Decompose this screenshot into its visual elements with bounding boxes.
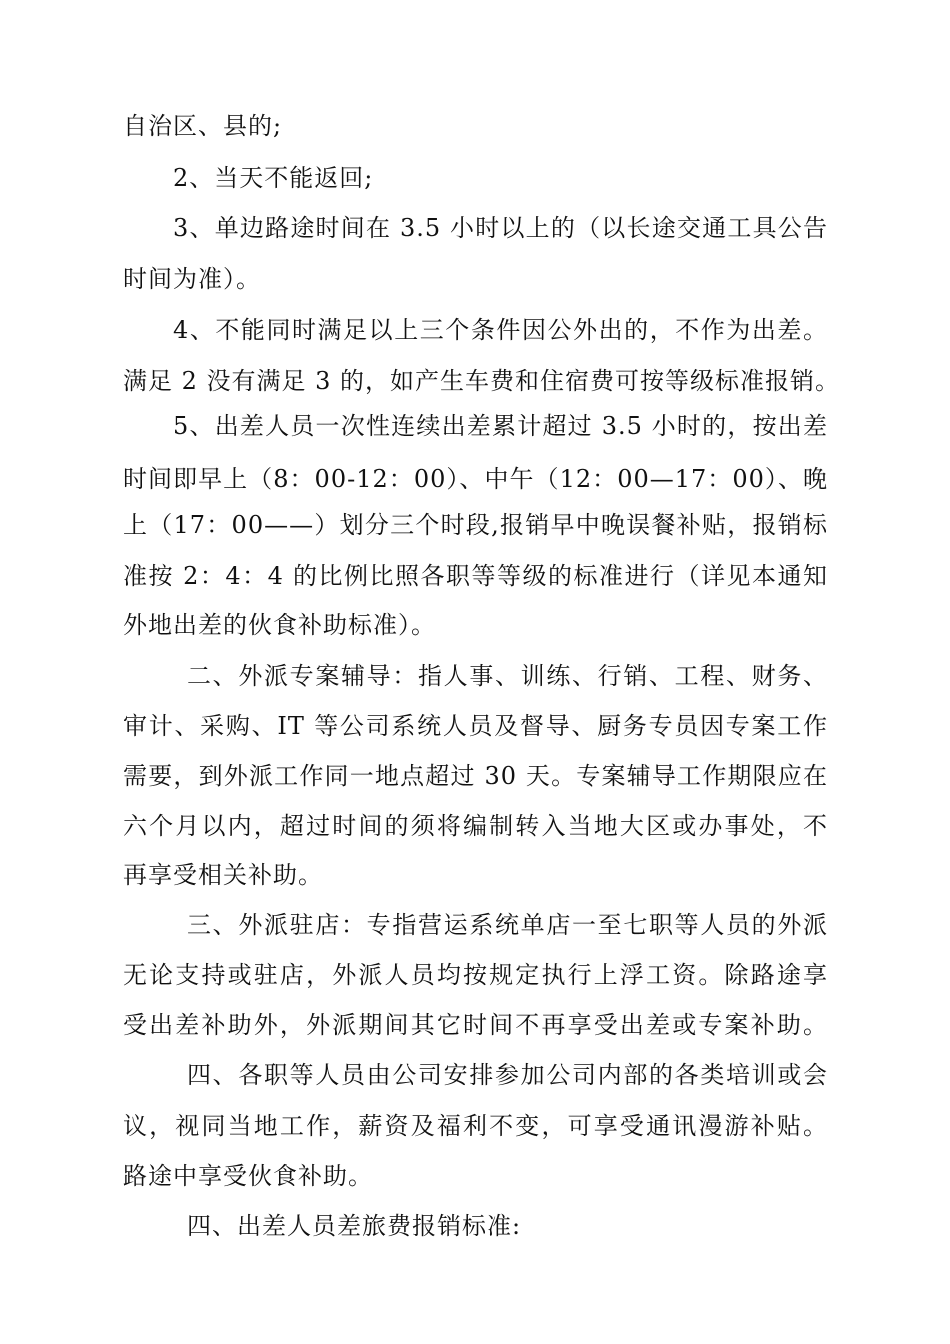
text-line: 5、出差人员一次性连续出差累计超过 3.5 小时的，按出差 xyxy=(173,412,828,440)
text-line: 上（17：00——）划分三个时段,报销早中晚误餐补贴，报销标 xyxy=(123,511,828,539)
text-line: 议，视同当地工作，薪资及福利不变，可享受通讯漫游补贴。 xyxy=(123,1112,828,1140)
text-line: 2、当天不能返回; xyxy=(173,164,374,192)
text-line: 二、外派专案辅导：指人事、训练、行销、工程、财务、 xyxy=(187,662,828,690)
text-line: 时间即早上（8：00-12：00）、中午（12：00—17：00）、晚 xyxy=(123,465,828,493)
text-line: 路途中享受伙食补助。 xyxy=(123,1162,373,1190)
text-line: 自治区、县的; xyxy=(123,112,283,140)
text-line: 四、出差人员差旅费报销标准: xyxy=(187,1212,522,1240)
text-line: 需要，到外派工作同一地点超过 30 天。专案辅导工作期限应在 xyxy=(123,762,828,790)
text-line: 外地出差的伙食补助标准）。 xyxy=(123,611,436,639)
text-line: 再享受相关补助。 xyxy=(123,861,323,889)
text-line: 时间为准）。 xyxy=(123,265,261,293)
text-line: 四、各职等人员由公司安排参加公司内部的各类培训或会 xyxy=(187,1061,828,1089)
text-line: 准按 2：4：4 的比例比照各职等等级的标准进行（详见本通知 xyxy=(123,562,828,590)
text-line: 3、单边路途时间在 3.5 小时以上的（以长途交通工具公告 xyxy=(173,214,828,242)
text-line: 4、不能同时满足以上三个条件因公外出的，不作为出差。 xyxy=(173,316,828,344)
text-line: 满足 2 没有满足 3 的，如产生车费和住宿费可按等级标准报销。 xyxy=(123,367,841,395)
text-line: 审计、采购、IT 等公司系统人员及督导、厨务专员因专案工作 xyxy=(123,712,828,740)
text-line: 受出差补助外，外派期间其它时间不再享受出差或专案补助。 xyxy=(123,1011,828,1039)
text-line: 三、外派驻店：专指营运系统单店一至七职等人员的外派 xyxy=(187,911,828,939)
text-line: 无论支持或驻店，外派人员均按规定执行上浮工资。除路途享 xyxy=(123,961,828,989)
text-line: 六个月以内，超过时间的须将编制转入当地大区或办事处，不 xyxy=(123,812,828,840)
